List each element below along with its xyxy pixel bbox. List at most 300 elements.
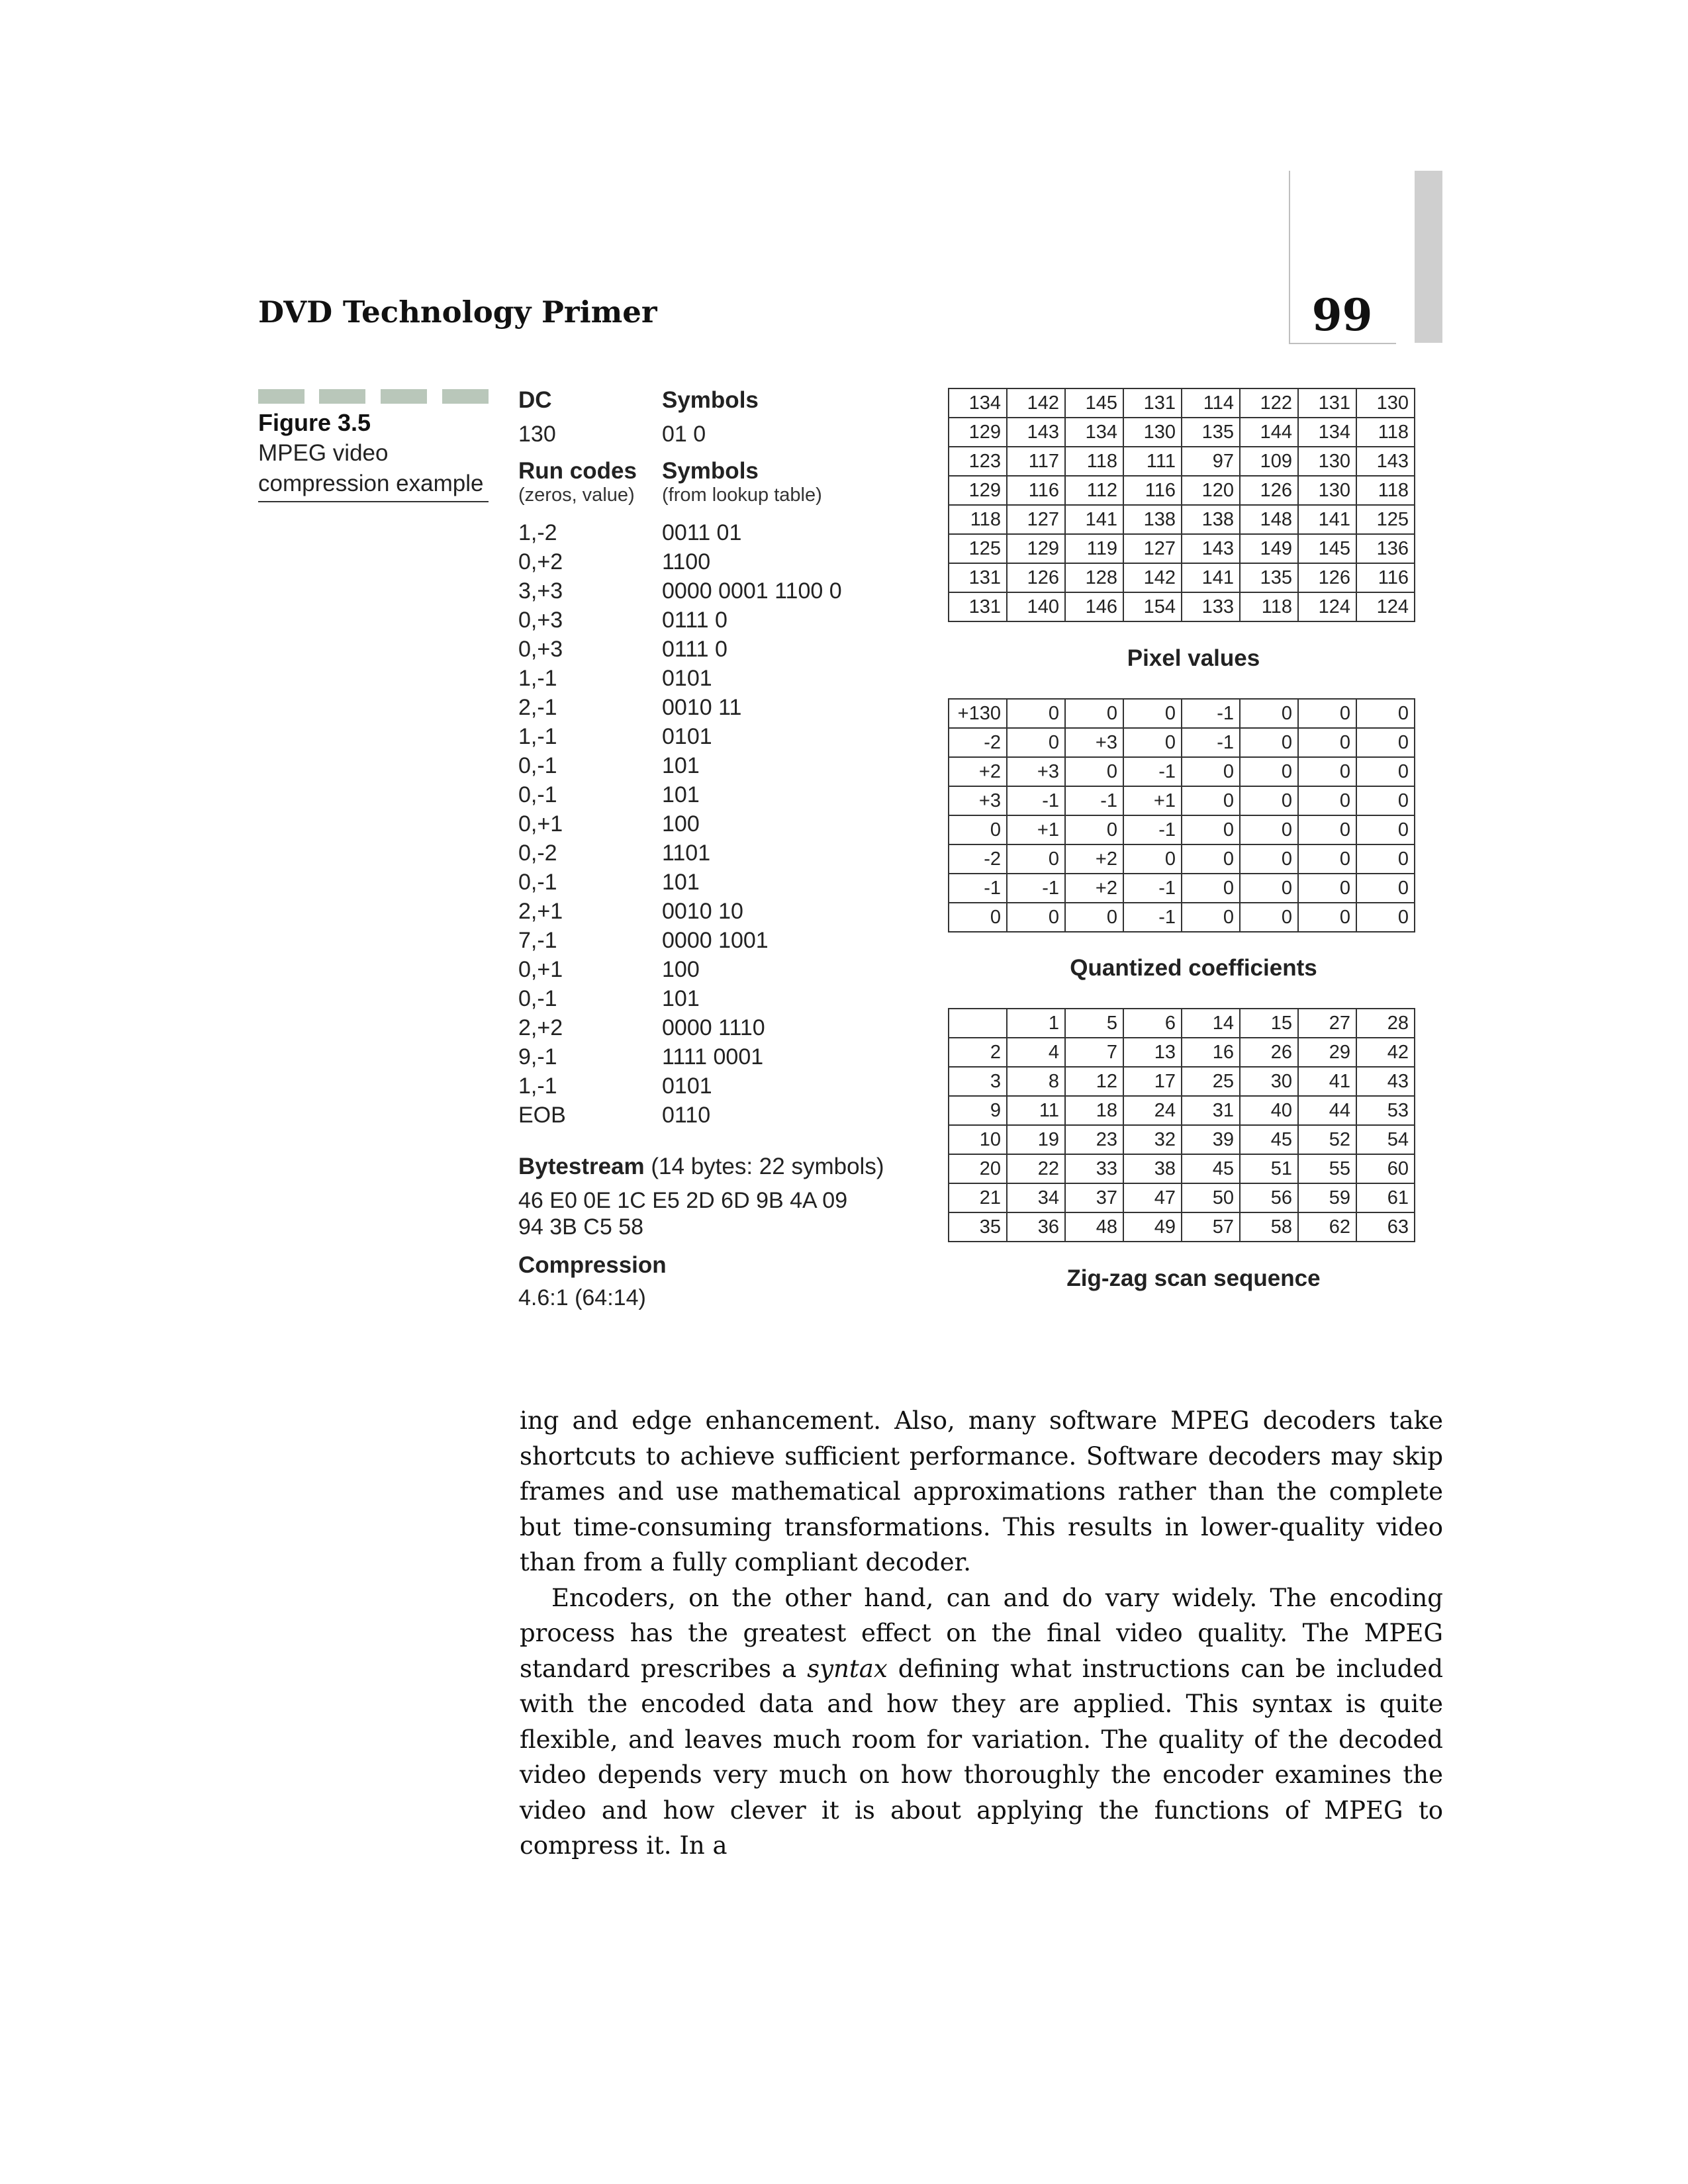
- zigzag-sequence-caption: Zig-zag scan sequence: [1066, 1265, 1321, 1291]
- table-cell: 124: [1298, 592, 1356, 621]
- table-cell: 29: [1298, 1038, 1356, 1067]
- run-code-row: [518, 695, 915, 724]
- run-code-row: [518, 811, 915, 841]
- table-cell: 0: [1065, 757, 1123, 786]
- table-cell: 0: [1298, 728, 1356, 757]
- table-cell: -1: [1182, 699, 1240, 728]
- table-cell: 8: [1007, 1067, 1065, 1096]
- table-cell: 40: [1240, 1096, 1298, 1125]
- run-code: 0,-1: [518, 870, 557, 895]
- table-cell: 122: [1240, 388, 1298, 418]
- table-cell: 24: [1123, 1096, 1182, 1125]
- run-code-row: [518, 608, 915, 637]
- table-cell: 144: [1240, 418, 1298, 447]
- table-cell: 143: [1182, 534, 1240, 563]
- table-cell: 45: [1182, 1154, 1240, 1183]
- run-code-row: [518, 957, 915, 986]
- paragraph-text: Encoders, on the other hand, can and do vary widely. The encoding process has the greatest effect on the final video quality. The MPEG standard prescribes a: [520, 1583, 1443, 1683]
- table-cell: 141: [1298, 505, 1356, 534]
- table-cell: 28: [1356, 1009, 1415, 1038]
- table-cell: 0: [1240, 874, 1298, 903]
- table-cell: +3: [1065, 728, 1123, 757]
- table-cell: 41: [1298, 1067, 1356, 1096]
- table-cell: 0: [1007, 844, 1065, 874]
- table-cell: 32: [1123, 1125, 1182, 1154]
- table-cell: 63: [1356, 1212, 1415, 1242]
- table-cell: 0: [1182, 903, 1240, 932]
- caption-dash: [319, 389, 365, 404]
- table-cell: 109: [1240, 447, 1298, 476]
- table-cell: 149: [1240, 534, 1298, 563]
- run-code-row: [518, 1073, 915, 1103]
- table-cell: -1: [1123, 903, 1182, 932]
- run-code: 0,+1: [518, 957, 563, 982]
- table-cell: 49: [1123, 1212, 1182, 1242]
- table-cell: 134: [1298, 418, 1356, 447]
- table-cell: 126: [1240, 476, 1298, 505]
- run-code-row: [518, 899, 915, 928]
- run-code-row: [518, 1103, 915, 1132]
- symbols-header-lookup: Symbols: [662, 458, 759, 484]
- table-cell: 55: [1298, 1154, 1356, 1183]
- table-cell: -1: [1123, 757, 1182, 786]
- table-cell: 60: [1356, 1154, 1415, 1183]
- table-cell: 53: [1356, 1096, 1415, 1125]
- table-cell: 0: [1356, 903, 1415, 932]
- table-cell: 14: [1182, 1009, 1240, 1038]
- bytestream-line: 94 3B C5 58: [518, 1214, 644, 1240]
- table-cell: 39: [1182, 1125, 1240, 1154]
- table-row: [949, 476, 1415, 505]
- table-cell: 119: [1065, 534, 1123, 563]
- symbols-header: Symbols: [662, 387, 759, 413]
- run-code: 3,+3: [518, 578, 563, 604]
- run-symbol: 1101: [662, 841, 711, 866]
- table-cell: 0: [1298, 844, 1356, 874]
- run-code: 2,-1: [518, 695, 557, 720]
- table-cell: 143: [1007, 418, 1065, 447]
- table-row: [949, 592, 1415, 621]
- table-cell: -1: [1007, 874, 1065, 903]
- table-row: [949, 1212, 1415, 1242]
- table-cell: 141: [1182, 563, 1240, 592]
- table-cell: 114: [1182, 388, 1240, 418]
- table-cell: 143: [1356, 447, 1415, 476]
- table-cell: 129: [1007, 534, 1065, 563]
- table-cell: 50: [1182, 1183, 1240, 1212]
- table-cell: 135: [1182, 418, 1240, 447]
- run-code: 9,-1: [518, 1044, 557, 1069]
- table-cell: 59: [1298, 1183, 1356, 1212]
- table-cell: 111: [1123, 447, 1182, 476]
- run-symbol: 0101: [662, 666, 712, 691]
- table-cell: -1: [1123, 815, 1182, 844]
- paragraph: ing and edge enhancement. Also, many software MPEG decoders take shortcuts to achieve sufficient performance. Software decoders may skip frames and use mathematical approximations rather than the complete but time-consuming transformations. This results in lower-quality video than from a fully compliant decoder.: [520, 1406, 1443, 1576]
- table-cell: -2: [949, 728, 1007, 757]
- table-cell: 0: [949, 903, 1007, 932]
- table-cell: 0: [1123, 844, 1182, 874]
- table-cell: 35: [949, 1212, 1007, 1242]
- table-cell: 37: [1065, 1183, 1123, 1212]
- run-code: 7,-1: [518, 928, 557, 953]
- table-cell: 30: [1240, 1067, 1298, 1096]
- run-code: 0,+3: [518, 608, 563, 633]
- dc-header: DC: [518, 387, 552, 413]
- table-cell: 128: [1065, 563, 1123, 592]
- run-code: 1,-1: [518, 724, 557, 749]
- table-cell: 142: [1123, 563, 1182, 592]
- table-cell: 0: [1240, 699, 1298, 728]
- table-cell: +2: [949, 757, 1007, 786]
- run-symbol: 0000 1001: [662, 928, 769, 953]
- table-cell: 54: [1356, 1125, 1415, 1154]
- run-symbol: 0110: [662, 1103, 711, 1128]
- table-cell: 0: [1298, 786, 1356, 815]
- run-code: 2,+2: [518, 1015, 563, 1040]
- table-row: [949, 1009, 1415, 1038]
- table-cell: [949, 1009, 1007, 1038]
- table-cell: 0: [1298, 874, 1356, 903]
- table-cell: 146: [1065, 592, 1123, 621]
- table-cell: 126: [1007, 563, 1065, 592]
- caption-rule: [258, 501, 489, 502]
- table-cell: 56: [1240, 1183, 1298, 1212]
- table-cell: 127: [1007, 505, 1065, 534]
- symbols-subheader: (from lookup table): [662, 484, 822, 506]
- run-code: 1,-1: [518, 666, 557, 691]
- table-cell: +1: [1123, 786, 1182, 815]
- caption-dash: [442, 389, 489, 404]
- table-cell: 118: [1240, 592, 1298, 621]
- table-cell: 133: [1182, 592, 1240, 621]
- table-cell: 117: [1007, 447, 1065, 476]
- run-symbol: 0010 10: [662, 899, 743, 924]
- table-cell: 129: [949, 476, 1007, 505]
- table-cell: 21: [949, 1183, 1007, 1212]
- run-symbol: 0101: [662, 724, 712, 749]
- table-cell: 0: [1298, 903, 1356, 932]
- table-cell: 126: [1298, 563, 1356, 592]
- table-cell: 0: [1182, 874, 1240, 903]
- pixel-values-table: [948, 388, 1415, 622]
- run-code-row: [518, 928, 915, 957]
- table-cell: 61: [1356, 1183, 1415, 1212]
- table-cell: 9: [949, 1096, 1007, 1125]
- table-cell: 0: [1240, 757, 1298, 786]
- table-cell: 45: [1240, 1125, 1298, 1154]
- table-cell: 116: [1123, 476, 1182, 505]
- table-row: [949, 874, 1415, 903]
- table-cell: 135: [1240, 563, 1298, 592]
- table-row: [949, 447, 1415, 476]
- table-cell: 134: [949, 388, 1007, 418]
- table-cell: 43: [1356, 1067, 1415, 1096]
- table-cell: +2: [1065, 874, 1123, 903]
- run-code: 1,-2: [518, 520, 557, 545]
- compression-value: 4.6:1 (64:14): [518, 1285, 646, 1310]
- table-cell: 6: [1123, 1009, 1182, 1038]
- run-code: 0,-1: [518, 782, 557, 807]
- table-cell: 0: [1240, 844, 1298, 874]
- table-cell: 0: [1356, 815, 1415, 844]
- table-cell: 0: [1356, 728, 1415, 757]
- table-cell: +130: [949, 699, 1007, 728]
- table-cell: 0: [1182, 815, 1240, 844]
- table-row: [949, 757, 1415, 786]
- figure-label: Figure 3.5: [258, 409, 371, 436]
- run-code: 0,+1: [518, 811, 563, 837]
- run-code: 0,-1: [518, 753, 557, 778]
- run-code: 1,-1: [518, 1073, 557, 1099]
- table-cell: 0: [1240, 815, 1298, 844]
- table-cell: -1: [1007, 786, 1065, 815]
- table-cell: 0: [1298, 699, 1356, 728]
- table-cell: 27: [1298, 1009, 1356, 1038]
- table-cell: +2: [1065, 844, 1123, 874]
- table-cell: 22: [1007, 1154, 1065, 1183]
- bytestream-line: 46 E0 0E 1C E5 2D 6D 9B 4A 09: [518, 1188, 848, 1213]
- compression-header: Compression: [518, 1252, 667, 1278]
- run-code-row: [518, 666, 915, 695]
- run-symbol: 0000 0001 1100 0: [662, 578, 842, 604]
- table-cell: 3: [949, 1067, 1007, 1096]
- run-symbol: 101: [662, 870, 700, 895]
- table-cell: 118: [1065, 447, 1123, 476]
- table-cell: 138: [1182, 505, 1240, 534]
- table-cell: 123: [949, 447, 1007, 476]
- table-cell: 0: [949, 815, 1007, 844]
- run-code: 0,+2: [518, 549, 563, 574]
- table-row: [949, 1183, 1415, 1212]
- pixel-values-caption: Pixel values: [1127, 645, 1260, 671]
- table-cell: 44: [1298, 1096, 1356, 1125]
- table-cell: 0: [1240, 903, 1298, 932]
- table-cell: 130: [1123, 418, 1182, 447]
- table-cell: 18: [1065, 1096, 1123, 1125]
- table-cell: 0: [1240, 786, 1298, 815]
- run-code-row: [518, 870, 915, 899]
- table-cell: 138: [1123, 505, 1182, 534]
- table-cell: 130: [1298, 447, 1356, 476]
- table-cell: 130: [1356, 388, 1415, 418]
- run-symbol: 101: [662, 782, 700, 807]
- bytestream-note: (14 bytes: 22 symbols): [651, 1154, 884, 1179]
- zigzag-sequence-table: [948, 1008, 1415, 1242]
- paragraph: [520, 1580, 1443, 1864]
- run-code-row: [518, 724, 915, 753]
- table-cell: 52: [1298, 1125, 1356, 1154]
- run-code: 0,-1: [518, 986, 557, 1011]
- table-cell: 0: [1123, 728, 1182, 757]
- table-cell: 58: [1240, 1212, 1298, 1242]
- table-cell: 0: [1356, 844, 1415, 874]
- table-row: [949, 699, 1415, 728]
- table-cell: 2: [949, 1038, 1007, 1067]
- run-code-row: [518, 1015, 915, 1044]
- table-row: [949, 1096, 1415, 1125]
- table-cell: 129: [949, 418, 1007, 447]
- table-cell: 5: [1065, 1009, 1123, 1038]
- table-row: [949, 534, 1415, 563]
- table-cell: 118: [949, 505, 1007, 534]
- table-cell: 62: [1298, 1212, 1356, 1242]
- run-code-row: [518, 986, 915, 1015]
- run-symbol: 1111 0001: [662, 1044, 764, 1069]
- table-cell: 33: [1065, 1154, 1123, 1183]
- table-row: [949, 505, 1415, 534]
- table-cell: -1: [1065, 786, 1123, 815]
- table-row: [949, 728, 1415, 757]
- table-cell: 118: [1356, 418, 1415, 447]
- table-cell: 131: [1298, 388, 1356, 418]
- table-cell: 0: [1356, 699, 1415, 728]
- table-cell: 0: [1356, 786, 1415, 815]
- run-code-row: [518, 520, 915, 549]
- caption-dash: [258, 389, 305, 404]
- table-cell: 34: [1007, 1183, 1065, 1212]
- table-row: [949, 1125, 1415, 1154]
- table-row: [949, 815, 1415, 844]
- table-row: [949, 563, 1415, 592]
- table-cell: 148: [1240, 505, 1298, 534]
- table-row: [949, 388, 1415, 418]
- table-cell: +1: [1007, 815, 1065, 844]
- table-row: [949, 1154, 1415, 1183]
- run-symbol: 100: [662, 957, 700, 982]
- quantized-coefficients-caption: Quantized coefficients: [1070, 955, 1317, 981]
- caption-dash: [381, 389, 427, 404]
- paragraph-text: defining what instructions can be included with the encoded data and how they are applied. This syntax is quite flexible, and leaves much room for variation. The quality of the decoded video depends very much on how thoroughly the encoder examines the video and how clever it is about applying the functions of MPEG to compress it. In a: [520, 1654, 1443, 1860]
- table-cell: 16: [1182, 1038, 1240, 1067]
- table-cell: 0: [1007, 728, 1065, 757]
- table-cell: 116: [1356, 563, 1415, 592]
- table-cell: 131: [949, 592, 1007, 621]
- table-cell: 141: [1065, 505, 1123, 534]
- table-cell: 23: [1065, 1125, 1123, 1154]
- table-cell: 19: [1007, 1125, 1065, 1154]
- table-cell: 15: [1240, 1009, 1298, 1038]
- table-cell: 51: [1240, 1154, 1298, 1183]
- bytestream-header: Bytestream: [518, 1154, 645, 1179]
- run-code: 0,+3: [518, 637, 563, 662]
- run-symbol: 1100: [662, 549, 711, 574]
- table-cell: 97: [1182, 447, 1240, 476]
- page-number: 99: [1311, 289, 1373, 341]
- table-row: [949, 1067, 1415, 1096]
- table-cell: 47: [1123, 1183, 1182, 1212]
- table-cell: 36: [1007, 1212, 1065, 1242]
- run-symbol: 0101: [662, 1073, 712, 1099]
- table-cell: 7: [1065, 1038, 1123, 1067]
- run-code: 2,+1: [518, 899, 563, 924]
- table-cell: -1: [1123, 874, 1182, 903]
- table-cell: 0: [1007, 903, 1065, 932]
- table-cell: 42: [1356, 1038, 1415, 1067]
- table-cell: 154: [1123, 592, 1182, 621]
- run-codes-subheader: (zeros, value): [518, 484, 635, 506]
- emphasis-syntax: syntax: [807, 1654, 888, 1683]
- dc-symbol: 01 0: [662, 422, 706, 447]
- table-cell: 118: [1356, 476, 1415, 505]
- table-row: [949, 418, 1415, 447]
- table-cell: 31: [1182, 1096, 1240, 1125]
- run-symbol: 0011 01: [662, 520, 742, 545]
- dc-value: 130: [518, 422, 556, 447]
- table-cell: 13: [1123, 1038, 1182, 1067]
- table-cell: 145: [1298, 534, 1356, 563]
- table-cell: -2: [949, 844, 1007, 874]
- run-symbol: 100: [662, 811, 700, 837]
- table-cell: 142: [1007, 388, 1065, 418]
- table-cell: 145: [1065, 388, 1123, 418]
- run-code-row: [518, 549, 915, 578]
- run-symbol: 0000 1110: [662, 1015, 765, 1040]
- run-code-row: [518, 841, 915, 870]
- table-cell: 112: [1065, 476, 1123, 505]
- figure-caption: MPEG video compression example: [258, 440, 484, 496]
- table-cell: +3: [1007, 757, 1065, 786]
- table-cell: 127: [1123, 534, 1182, 563]
- table-cell: 0: [1182, 844, 1240, 874]
- table-cell: 1: [1007, 1009, 1065, 1038]
- table-cell: 140: [1007, 592, 1065, 621]
- table-row: [949, 786, 1415, 815]
- run-symbol: 0111 0: [662, 637, 727, 662]
- table-cell: 124: [1356, 592, 1415, 621]
- run-code-row: [518, 753, 915, 782]
- table-cell: 130: [1298, 476, 1356, 505]
- table-cell: 12: [1065, 1067, 1123, 1096]
- page-tab-bar: [1415, 171, 1442, 343]
- table-row: [949, 903, 1415, 932]
- table-cell: 38: [1123, 1154, 1182, 1183]
- table-cell: 17: [1123, 1067, 1182, 1096]
- table-cell: 25: [1182, 1067, 1240, 1096]
- run-symbol: 101: [662, 986, 700, 1011]
- table-cell: 0: [1007, 699, 1065, 728]
- body-text: [520, 1403, 1443, 1864]
- run-symbol: 0010 11: [662, 695, 742, 720]
- table-cell: 20: [949, 1154, 1007, 1183]
- table-cell: 0: [1182, 757, 1240, 786]
- table-cell: 125: [1356, 505, 1415, 534]
- table-cell: +3: [949, 786, 1007, 815]
- table-cell: -1: [949, 874, 1007, 903]
- table-cell: 26: [1240, 1038, 1298, 1067]
- table-cell: 0: [1240, 728, 1298, 757]
- table-cell: 116: [1007, 476, 1065, 505]
- table-cell: -1: [1182, 728, 1240, 757]
- table-cell: 10: [949, 1125, 1007, 1154]
- bytestream-heading: [518, 1154, 884, 1180]
- run-code-row: [518, 782, 915, 811]
- run-code: EOB: [518, 1103, 566, 1128]
- table-cell: 120: [1182, 476, 1240, 505]
- table-cell: 0: [1065, 903, 1123, 932]
- table-cell: 131: [1123, 388, 1182, 418]
- table-cell: 136: [1356, 534, 1415, 563]
- run-code-row: [518, 578, 915, 608]
- table-cell: 0: [1298, 815, 1356, 844]
- table-cell: 134: [1065, 418, 1123, 447]
- table-cell: 131: [949, 563, 1007, 592]
- run-code: 0,-2: [518, 841, 557, 866]
- table-row: [949, 1038, 1415, 1067]
- table-cell: 0: [1298, 757, 1356, 786]
- table-cell: 0: [1065, 815, 1123, 844]
- run-symbol: 101: [662, 753, 700, 778]
- table-cell: 48: [1065, 1212, 1123, 1242]
